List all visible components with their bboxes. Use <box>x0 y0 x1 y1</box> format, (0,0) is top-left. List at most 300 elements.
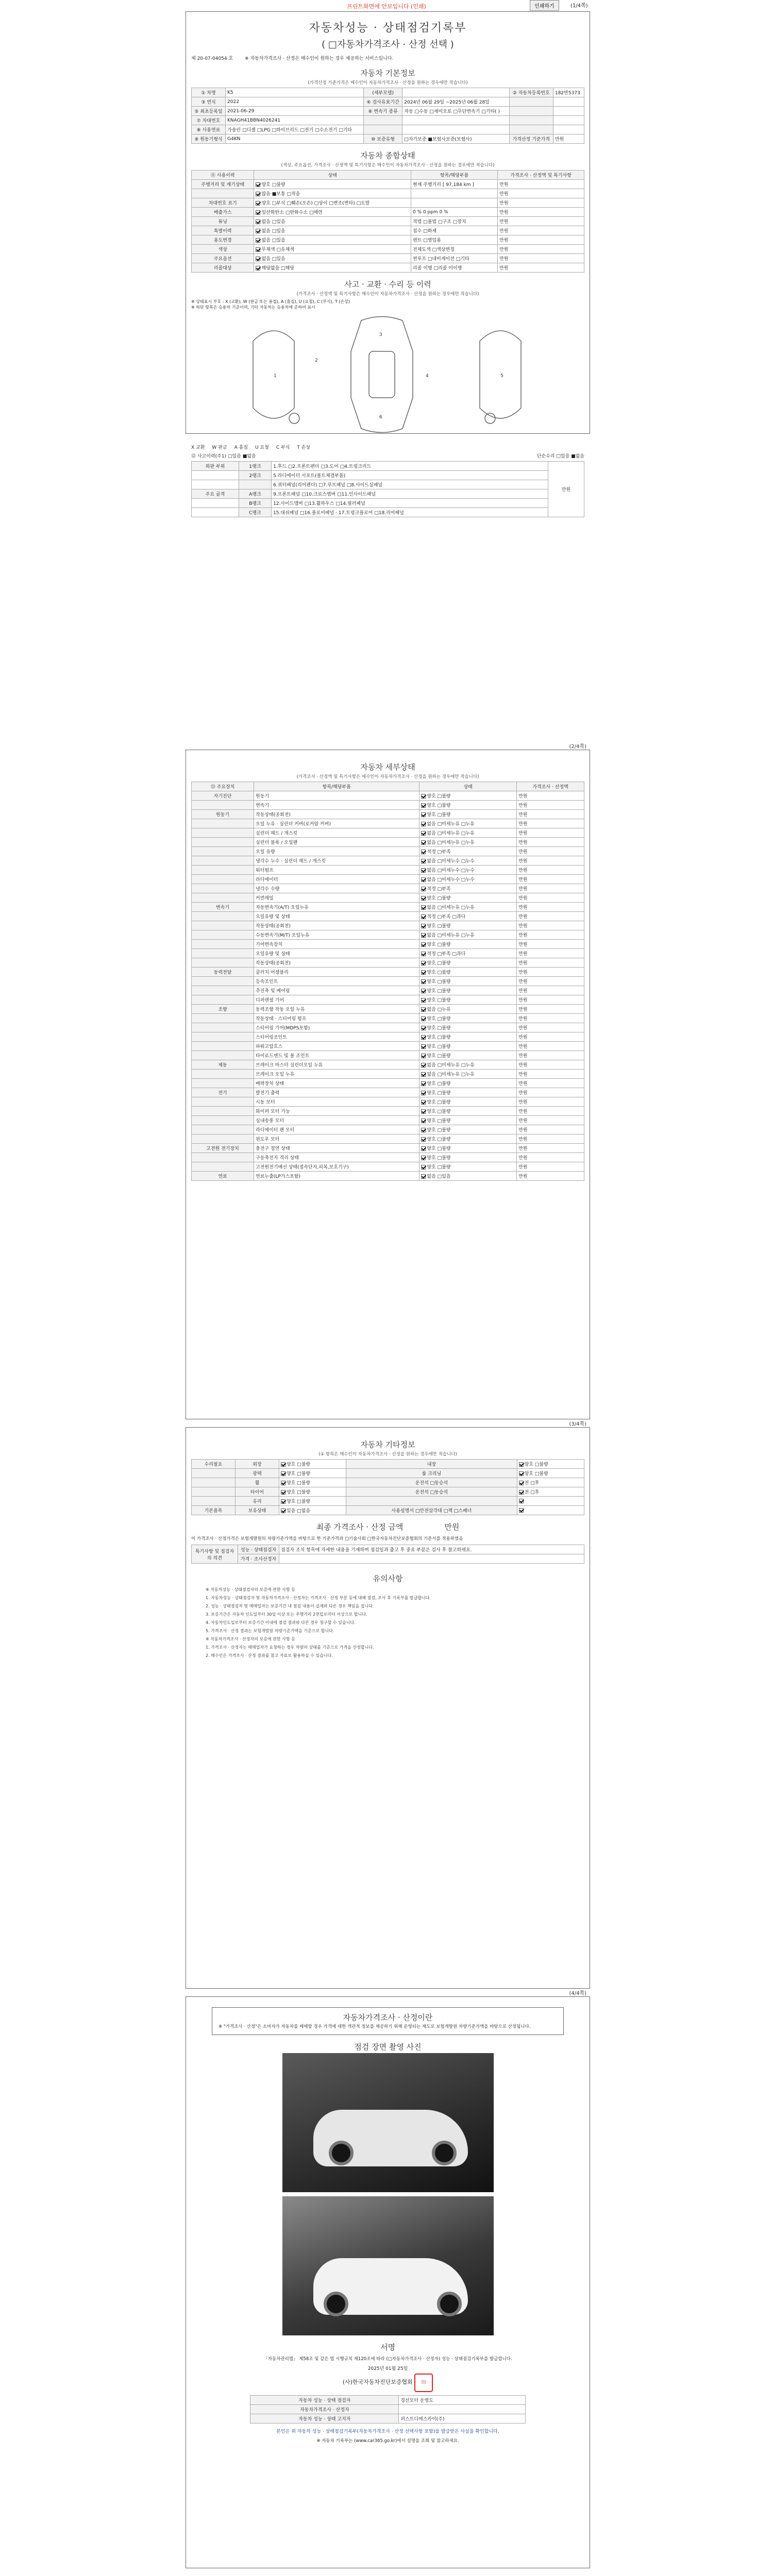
caution-heading: 유의사항 <box>373 1574 403 1583</box>
checkbox-checked[interactable] <box>256 219 260 224</box>
checkbox-checked[interactable] <box>421 1100 426 1105</box>
detail-state: 양호 □불량 <box>419 1032 517 1042</box>
detail-price: 만원 <box>517 1070 584 1079</box>
checkbox-checked[interactable] <box>519 1471 524 1476</box>
detail-group: 고전원 전기장치 <box>192 1144 254 1153</box>
accident-desc-2: ※ 하단 항목은 승용차 기준이며, 기타 자동차는 승용차에 준하여 표시 <box>191 305 315 310</box>
checkbox-checked[interactable] <box>421 961 426 965</box>
other-cell <box>192 1487 236 1497</box>
detail-price: 만원 <box>517 930 584 940</box>
checkbox-checked[interactable] <box>421 1091 426 1095</box>
checkbox-checked[interactable] <box>421 989 426 993</box>
svg-text:1: 1 <box>274 374 277 379</box>
detail-price: 만원 <box>517 1153 584 1162</box>
checkbox-checked[interactable] <box>421 1137 426 1142</box>
checkbox-checked[interactable] <box>421 859 426 863</box>
checkbox-checked[interactable] <box>421 868 426 873</box>
overall-detail: 전체도색 □색상변경 <box>411 245 497 254</box>
basic-cell: 가솔린 □디젤 □LPG □하이브리드 □전기 □수소전기 □기타 <box>226 125 364 134</box>
basic-info-table <box>191 88 584 144</box>
detail-price: 만원 <box>517 1014 584 1023</box>
overall-state: 많음 ■보통 □적음 <box>254 189 411 198</box>
detail-col-header: 항목/해당부품 <box>254 782 419 791</box>
detail-row <box>192 1172 584 1181</box>
detail-group <box>192 893 254 903</box>
other-cell <box>192 1478 236 1487</box>
detail-state: 양호 □불량 <box>419 1144 517 1153</box>
detail-row <box>192 810 584 819</box>
detail-price: 만원 <box>517 1097 584 1107</box>
checkbox-checked[interactable] <box>281 1490 285 1495</box>
detail-group <box>192 949 254 958</box>
checkbox-checked[interactable] <box>421 840 426 845</box>
detail-state: 없음 □미세누유 □누유 <box>419 838 517 847</box>
print-button[interactable]: 인쇄하기 <box>530 0 559 11</box>
overall-state: 양호 □부식 □훼손(오손) □상이 □변조(변타) □도말 <box>254 198 411 208</box>
checkbox-checked[interactable] <box>421 1035 426 1040</box>
detail-price: 만원 <box>517 1134 584 1144</box>
detail-row <box>192 1051 584 1060</box>
checkbox-checked[interactable] <box>519 1508 524 1513</box>
detail-group <box>192 1153 254 1162</box>
checkbox-checked[interactable] <box>421 1128 426 1132</box>
overall-state: 없음 □있음 <box>254 226 411 235</box>
basic-cell <box>553 116 584 125</box>
detail-item: 오일유량 및 상태 <box>254 912 419 921</box>
checkbox-checked[interactable] <box>421 1072 426 1077</box>
sign-role: 자동차가격조사 · 산정자 <box>250 2405 399 2414</box>
detail-price: 만원 <box>517 1125 584 1134</box>
detail-item: 작동상태(공회전) <box>254 958 419 968</box>
detail-price: 만원 <box>517 903 584 912</box>
overall-item: 특별이력 <box>192 226 254 235</box>
detail-item: 워터펌프 <box>254 866 419 875</box>
detail-group <box>192 828 254 838</box>
detail-price: 만원 <box>517 1051 584 1060</box>
checkbox-checked[interactable] <box>519 1481 524 1485</box>
detail-row <box>192 1088 584 1097</box>
checkbox-checked[interactable] <box>421 1174 426 1179</box>
detail-item: 발전기 출력 <box>254 1088 419 1097</box>
checkbox-checked[interactable] <box>281 1499 285 1504</box>
detail-item: 디퍼렌셜 기어 <box>254 995 419 1005</box>
detail-row <box>192 791 584 801</box>
checkbox-checked[interactable] <box>421 1063 426 1067</box>
detail-price: 만원 <box>517 921 584 930</box>
detail-group: 전기 <box>192 1088 254 1097</box>
caution-item: 4. 자동차인도일로부터 보증기간 이내에 점검 결과와 다른 경우 청구할 수 있습니다. <box>206 1620 356 1625</box>
detail-price: 만원 <box>517 1060 584 1070</box>
basic-cell: 182반5373 <box>553 88 584 97</box>
basic-cell <box>553 125 584 134</box>
basic-cell <box>509 107 553 116</box>
overall-item: 리콜대상 <box>192 263 254 273</box>
detail-group <box>192 1097 254 1107</box>
detail-item: 브레이크 마스터 실린더오일 누유 <box>254 1060 419 1070</box>
detail-item: 수동변속기(M/T) 오일누유 <box>254 930 419 940</box>
detail-price: 만원 <box>517 940 584 949</box>
detail-state: 양호 □불량 <box>419 958 517 968</box>
detail-row <box>192 1125 584 1134</box>
detail-item: 라디에이터 팬 모터 <box>254 1125 419 1134</box>
detail-state: 양호 □불량 <box>419 986 517 995</box>
detail-group <box>192 1023 254 1032</box>
sign-row <box>250 2414 525 2424</box>
overall-item: 주요옵션 <box>192 254 254 263</box>
accident-note: (가격조사 · 산정액 및 특기사항은 매수인이 자동차가격조사 · 산정을 원하는 경우에만 적습니다) <box>296 292 479 297</box>
basic-cell <box>509 116 553 125</box>
other-heading: 자동차 기타정보 <box>360 1440 415 1449</box>
detail-item: 작동상태(공회전) <box>254 921 419 930</box>
detail-item: 윈도우 모터 <box>254 1134 419 1144</box>
basic-cell: G4KN <box>226 134 364 144</box>
overall-detail: 렌트 □영업용 <box>411 235 497 245</box>
checkbox-checked[interactable] <box>421 1026 426 1030</box>
detail-item: 배력장치 상태 <box>254 1079 419 1088</box>
sign-org: (사)한국자동차진단보증협회 印 <box>191 2374 584 2392</box>
detail-price: 만원 <box>517 810 584 819</box>
checkbox-checked[interactable] <box>519 1499 524 1503</box>
overall-item: 차대번호 표기 <box>192 198 254 208</box>
detail-group <box>192 995 254 1005</box>
detail-row <box>192 847 584 856</box>
detail-group: 제동 <box>192 1060 254 1070</box>
checkbox-checked[interactable] <box>421 1156 426 1160</box>
detail-row <box>192 949 584 958</box>
basic-cell: 2024년 06월 29일 ~2025년 06월 28일 <box>402 97 509 107</box>
price-info-box: 자동차가격조사 · 산정이란 ※ "가격조사 · 산정"은 소비자가 자동차를 매매할 경우 가격에 대한 객관적 정보를 제공하기 위해 운영되는 제도로 보험개발원 차량기준가액을 바탕으로 산정됩니다. <box>212 2007 564 2035</box>
basic-cell: ⑧ 사용연료 <box>192 125 226 134</box>
detail-item: 파워고압호스 <box>254 1042 419 1051</box>
detail-price: 만원 <box>517 866 584 875</box>
checkbox-checked[interactable] <box>256 192 260 196</box>
svg-text:3: 3 <box>379 332 382 337</box>
basic-cell: ② 자동차등록번호 <box>509 88 553 97</box>
other-cell: 있음 □없음 <box>279 1506 346 1515</box>
checkbox-checked[interactable] <box>256 201 260 206</box>
checkbox-checked[interactable] <box>421 942 426 947</box>
detail-row <box>192 1014 584 1023</box>
checkbox-checked[interactable] <box>256 247 260 252</box>
detail-group <box>192 1107 254 1116</box>
detail-group <box>192 856 254 866</box>
legend-item: U 요철 <box>255 445 269 450</box>
basic-cell: ③ 연식 <box>192 97 226 107</box>
basic-cell <box>509 97 553 107</box>
other-table <box>191 1459 584 1515</box>
sign-text: 「자동차관리법」 제58조 및 같은 법 시행규칙 제120조에 따라 (□자동차가격조사 · 산정자) 성능 · 상태점검기록부를 발급합니다. <box>263 2357 512 2362</box>
caution-item: ※ 자동차가격조사 · 산정자의 보증에 관한 사항 등 <box>206 1637 295 1641</box>
detail-item: 냉각수 수량 <box>254 884 419 893</box>
checkbox-checked[interactable] <box>256 257 260 261</box>
checkbox-checked[interactable] <box>281 1509 285 1513</box>
detail-price: 만원 <box>517 1172 584 1181</box>
svg-text:2: 2 <box>315 358 318 363</box>
basic-cell: ④ 검사유효기간 <box>363 97 402 107</box>
checkbox-checked[interactable] <box>421 1054 426 1058</box>
overall-item: 배출가스 <box>192 208 254 217</box>
other-cell: 유리 <box>235 1497 279 1506</box>
overall-result: 만원 <box>498 235 584 245</box>
final-table: 특기사항 및 점검자의 의견 성능 · 상태점검자 점검자 조치 항목에 자세한 내용을 기재하며 점검일과 출고 후 중요 부분은 검사 후 참고하세요. 가격 · 조사산정자 <box>191 1545 584 1564</box>
detail-group <box>192 875 254 884</box>
page-3: (3/4쪽) 자동차 기타정보 (① 항목은 매수인이 자동차가격조사 · 산정을 원하는 경우에만 적습니다) 수리필요 외장 양호 □불량 내장 양호 □불량 광택 양호 □불량 룸 크리닝 양호 □불량 휠 양호 □불량 운전석 □동승석 전 □후 타이어 양호 □불량 운전석 □동승석 전 □후 유리 양호 □불량 기본품목 보유상태 있음 □없음 사용설명서 □안전삼각대 □잭 □스패너 최종 가격조사 · 산정 금액 만원 이 가격조사 · 산정가격은 보험개발원의 차량기준가액을 바탕으로 한 기준가격과 □기술사회 □한국자동차진단보증협회의 기준서를 적용하였음 특기사항 및 점검자의 의견 성능 · 상태점검자 점검자 조치 항목에 자세한 내용을 기재하며 점검일과 출고 후 중요 부분은 검사 후 참고하세요. 가격 · 조사산정자 유의사항 ※ 자동차성능 · 상태점검자의 보증에 관한 사항 등 1. 자동차성능 · 상태점검자 및 자동차가격조사 · 산정자는 가격조사 · 산정 부분 등에 대해 점검, 조사 후 기록부를 발급합니다. 2. 성능 · 상태점검자 및 매매업자는 보증기간 내 점검 내용이 실제와 다른 경우 책임을 집니다. 3. 보증기간은 자동차 인도일부터 30일 이상 또는 주행거리 2천킬로미터 이상으로 합니다. 4. 자동차인도일로부터 보증기간 이내에 점검 결과와 다른 경우 청구할 수 있습니다. 5. 가격조사 · 산정 결과는 보험개발원 차량기준가액을 기준으로 합니다. ※ 자동차가격조사 · 산정자의 보증에 관한 사항 등 1. 가격조사 · 산정자는 매매업자가 요청하는 경우 차량의 상태를 기준으로 가격을 산정합니다. 2. 매수인은 가격조사 · 산정 결과를 참고 자료로 활용하실 수 있습니다. <box>186 1427 590 1989</box>
detail-row <box>192 1032 584 1042</box>
page-4: (4/4쪽) 자동차가격조사 · 산정이란 ※ "가격조사 · 산정"은 소비자가 자동차를 매매할 경우 가격에 대한 객관적 정보를 제공하기 위해 운영되는 제도로 보험개발원 차량기준가액을 바탕으로 산정됩니다. 점검 장면 촬영 사진 서명 「자동차관리법」 제58조 및 같은 법 시행규칙 제120조에 따라 (□자동차가격조사 · 산정자) 성능 · 상태점검기록부를 발급합니다. 2025년 01월 25일 (사)한국자동차진단보증협회 印 자동차 성능 · 상태 점검자 경선모터 운영도 자동차가격조사 · 산정자 자동차 성능 · 상태 고지자 퍼스트디에스카이(주) 본인은 위 자동차 성능 · 상태점검기록부(자동차가격조사 · 산정 선택사항 포함)를 발급받은 사실을 확인합니다. ※ 자동차 기록부는 (www.car365.go.kr)에서 설명을 조회 및 참고하세요. <box>186 1996 590 2568</box>
detail-state: 양호 □불량 <box>419 1134 517 1144</box>
detail-row <box>192 801 584 810</box>
detail-state: 양호 □불량 <box>419 1042 517 1051</box>
accident-legend <box>191 444 584 450</box>
detail-state: 없음 □미세누유 □누유 <box>419 930 517 940</box>
detail-price: 만원 <box>517 1079 584 1088</box>
other-cell: 양호 □불량 <box>279 1478 346 1487</box>
other-cell: 양호 □불량 <box>517 1469 584 1478</box>
detail-row <box>192 1005 584 1014</box>
overall-state: 무채색 □유채색 <box>254 245 411 254</box>
legend-item: A 흠집 <box>234 445 248 450</box>
overall-row <box>192 217 584 226</box>
checkbox-checked[interactable] <box>421 887 426 891</box>
detail-price: 만원 <box>517 801 584 810</box>
final-note: 이 가격조사 · 산정가격은 보험개발원의 차량기준가액을 바탕으로 한 기준가격과 □기술사회 □한국자동차진단보증협회의 기준서를 적용하였음 <box>191 1536 463 1541</box>
detail-state: 적정 □부족 <box>419 847 517 856</box>
overall-state: 없음 □있음 <box>254 254 411 263</box>
detail-row <box>192 819 584 828</box>
detail-group <box>192 884 254 893</box>
checkbox-checked[interactable] <box>281 1481 285 1485</box>
checkbox-checked[interactable] <box>256 229 260 233</box>
detail-group <box>192 1051 254 1060</box>
inspection-photo-2 <box>282 2196 494 2335</box>
checkbox-checked[interactable] <box>421 1007 426 1012</box>
detail-item: 실린더 헤드 / 개스킷 <box>254 828 419 838</box>
detail-group <box>192 1116 254 1125</box>
detail-price: 만원 <box>517 1042 584 1051</box>
other-cell: 운전석 □동승석 <box>346 1478 517 1487</box>
detail-price: 만원 <box>517 1107 584 1116</box>
overall-heading: 자동차 종합상태 <box>360 151 415 160</box>
basic-cell: 자동 □수동 □세미오토 □무단변속기 □기타( ) <box>402 107 509 116</box>
basic-cell: KNAGH41BBN4026241 <box>226 116 364 125</box>
checkbox-checked[interactable] <box>519 1490 524 1495</box>
checkbox-checked[interactable] <box>281 1471 285 1476</box>
detail-price: 만원 <box>517 986 584 995</box>
confirm-text: 본인은 위 자동차 성능 · 상태점검기록부(자동차가격조사 · 산정 선택사항 포함)를 발급받은 사실을 확인합니다. <box>276 2429 499 2434</box>
checkbox-checked[interactable] <box>421 924 426 928</box>
other-cell: 양호 □불량 <box>517 1460 584 1469</box>
checkbox-checked[interactable] <box>281 1462 285 1467</box>
detail-row <box>192 958 584 968</box>
checkbox-checked[interactable] <box>421 1044 426 1049</box>
detail-state: 없음 □미세누유 □누유 <box>419 819 517 828</box>
basic-cell: 가격산정 기준가격 <box>509 134 553 144</box>
basic-cell <box>402 116 509 125</box>
detail-row <box>192 1060 584 1070</box>
detail-state: 양호 □불량 <box>419 1088 517 1097</box>
detail-state: 양호 □불량 <box>419 801 517 810</box>
checkbox-checked[interactable] <box>421 896 426 901</box>
detail-row <box>192 875 584 884</box>
other-cell: 보유상태 <box>235 1506 279 1515</box>
detail-state: 양호 □불량 <box>419 1051 517 1060</box>
detail-item: 추진축 및 베어링 <box>254 986 419 995</box>
detail-state: 양호 □불량 <box>419 1125 517 1134</box>
page-1 <box>186 11 590 516</box>
checkbox-checked[interactable] <box>421 1146 426 1151</box>
sign-table <box>250 2395 525 2424</box>
detail-item: 커먼레일 <box>254 893 419 903</box>
accident-desc-1: ※ 상태표시 부호 : X (교환), W (판금 또는 용접), A (흠집), U (요철), C (부식), T (손상) <box>191 299 350 304</box>
detail-item: 원동기 <box>254 791 419 801</box>
detail-item: 냉각수 누수 · 실린더 헤드 / 개스킷 <box>254 856 419 866</box>
checkbox-checked[interactable] <box>256 210 260 215</box>
rank-table: 외판 부위 1랭크 1.후드 □2.프론트펜더 □3.도어 □4.트렁크리드 만원 2랭크 5.라디에이터 서포트(볼트체결부품) 6.쿼터패널(리어펜더) □7.루프패널 □8.사이드실패널 주요 골격 A랭크 9.프론트패널 □10.크로스멤버 □11.인사이드패널 B랭크 12.사이드멤버 □13.휠하우스 □14.필러패널 C랭크 15.대쉬패널 □16.플로어패널 · 17.트렁크플로어 □18.리어패널 <box>191 461 584 517</box>
checkbox-checked[interactable] <box>421 905 426 910</box>
detail-row <box>192 903 584 912</box>
sign-role: 자동차 성능 · 상태 점검자 <box>250 2396 399 2405</box>
basic-cell: ⑩ 보증유형 <box>363 134 402 144</box>
detail-state: 양호 □불량 <box>419 1107 517 1116</box>
overall-detail: 0 % 0 ppm 0 % <box>411 208 497 217</box>
detail-row <box>192 1153 584 1162</box>
overall-result: 만원 <box>498 263 584 273</box>
detail-item: 스티어링조인트 <box>254 1032 419 1042</box>
checkbox-checked[interactable] <box>421 877 426 882</box>
detail-col-header: 상태 <box>419 782 517 791</box>
overall-result: 만원 <box>498 217 584 226</box>
other-cell <box>517 1506 584 1515</box>
checkbox-checked[interactable] <box>421 1118 426 1123</box>
overall-result: 만원 <box>498 254 584 263</box>
car-diagram <box>191 310 584 442</box>
sign-date: 2025년 01월 25일 <box>367 2366 408 2371</box>
checkbox-checked[interactable] <box>421 822 426 826</box>
detail-state: 양호 □불량 <box>419 893 517 903</box>
checkbox-checked[interactable] <box>421 933 426 938</box>
detail-state: 양호 □불량 <box>419 810 517 819</box>
other-row <box>192 1497 584 1506</box>
detail-row <box>192 1023 584 1032</box>
detail-group <box>192 801 254 810</box>
svg-text:6: 6 <box>379 415 382 420</box>
checkbox-checked[interactable] <box>256 266 260 270</box>
detail-state: 없음 □미세누유 □누유 <box>419 828 517 838</box>
detail-state: 적정 □부족 □과다 <box>419 912 517 921</box>
basic-cell: □자가보증 ■보험사보증(보험사) <box>402 134 509 144</box>
detail-row <box>192 1162 584 1172</box>
checkbox-checked[interactable] <box>421 1016 426 1021</box>
detail-state: 양호 □불량 <box>419 977 517 986</box>
other-cell <box>346 1497 517 1506</box>
checkbox-checked[interactable] <box>256 182 260 187</box>
doc-subtitle: ( □자동차가격조사 · 산정 선택 ) <box>322 39 454 50</box>
detail-row <box>192 1079 584 1088</box>
detail-state: 양호 □불량 <box>419 1116 517 1125</box>
detail-group <box>192 977 254 986</box>
detail-item: 와이퍼 모터 기능 <box>254 1107 419 1116</box>
checkbox-checked[interactable] <box>421 1081 426 1086</box>
detail-row <box>192 1097 584 1107</box>
other-cell: 양호 □불량 <box>279 1469 346 1478</box>
overall-col-header: 항목/해당부품 <box>411 171 497 180</box>
detail-group <box>192 1079 254 1088</box>
caution-item: 5. 가격조사 · 산정 결과는 보험개발원 차량기준가액을 기준으로 합니다. <box>206 1629 334 1633</box>
overall-table <box>191 170 584 273</box>
checkbox-checked[interactable] <box>519 1462 524 1467</box>
other-cell <box>192 1497 236 1506</box>
basic-cell: 2021-06-29 <box>226 107 364 116</box>
checkbox-checked[interactable] <box>421 952 426 956</box>
detail-group <box>192 930 254 940</box>
caution-item: ※ 자동차성능 · 상태점검자의 보증에 관한 사항 등 <box>206 1587 295 1592</box>
overall-state: 해당없음 □해당 <box>254 263 411 273</box>
basic-cell: ⑥ 변속기 종류 <box>363 107 402 116</box>
basic-row <box>192 125 584 134</box>
checkbox-checked[interactable] <box>421 970 426 975</box>
checkbox-checked[interactable] <box>256 238 260 243</box>
detail-group <box>192 912 254 921</box>
detail-row <box>192 930 584 940</box>
basic-cell <box>363 116 402 125</box>
basic-cell: K5 <box>226 88 364 97</box>
other-cell: 전 □후 <box>517 1478 584 1487</box>
checkbox-checked[interactable] <box>421 1109 426 1114</box>
checkbox-checked[interactable] <box>421 914 426 919</box>
detail-group <box>192 1134 254 1144</box>
overall-note: (색상, 주요옵션, 가격조사 · 산정액 및 특기사항은 매수인이 자동차가격조사 · 산정을 원하는 경우에만 적습니다) <box>281 163 495 168</box>
overall-row <box>192 226 584 235</box>
detail-state: 양호 □불량 <box>419 1162 517 1172</box>
checkbox-checked[interactable] <box>421 979 426 984</box>
checkbox-checked[interactable] <box>421 1165 426 1170</box>
caution-item: 1. 가격조사 · 산정자는 매매업자가 요청하는 경우 차량의 상태를 기준으로 가격을 산정합니다. <box>206 1645 374 1650</box>
detail-item: 변속기 <box>254 801 419 810</box>
other-note: (① 항목은 매수인이 자동차가격조사 · 산정을 원하는 경우에만 적습니다) <box>318 1452 457 1457</box>
doc-title: 자동차성능 · 상태점검기록부 <box>309 22 467 35</box>
overall-detail <box>411 189 497 198</box>
checkbox-checked[interactable] <box>421 803 426 808</box>
detail-state: 적정 □부족 <box>419 884 517 893</box>
other-cell <box>517 1497 584 1506</box>
checkbox-checked[interactable] <box>421 794 426 799</box>
checkbox-checked[interactable] <box>421 998 426 1003</box>
checkbox-checked[interactable] <box>421 831 426 836</box>
detail-state: 없음 □미세누수 □누수 <box>419 866 517 875</box>
overall-detail: 리콜 이행 □리콜 미이행 <box>411 263 497 273</box>
detail-row <box>192 838 584 847</box>
basic-cell: (세부모델) <box>363 88 402 97</box>
detail-item: 브레이크 오일 누유 <box>254 1070 419 1079</box>
basic-row <box>192 116 584 125</box>
detail-group: 연료 <box>192 1172 254 1181</box>
detail-item: 스티어링 기어(MDPS포함) <box>254 1023 419 1032</box>
other-cell <box>192 1469 236 1478</box>
overall-item: 주행거리 및 계기상태 <box>192 180 254 189</box>
checkbox-checked[interactable] <box>421 812 426 817</box>
detail-group <box>192 986 254 995</box>
detail-heading: 자동차 세부상태 <box>360 762 415 772</box>
detail-col-header: ⑬ 주요장치 <box>192 782 254 791</box>
detail-item: 오일유량 및 상태 <box>254 949 419 958</box>
detail-row <box>192 977 584 986</box>
detail-price: 만원 <box>517 1023 584 1032</box>
other-row <box>192 1478 584 1487</box>
overall-item: 용도변경 <box>192 235 254 245</box>
overall-state: 일산화탄소 □탄화수소 □매연 <box>254 208 411 217</box>
detail-group <box>192 958 254 968</box>
checkbox-checked[interactable] <box>421 850 426 854</box>
